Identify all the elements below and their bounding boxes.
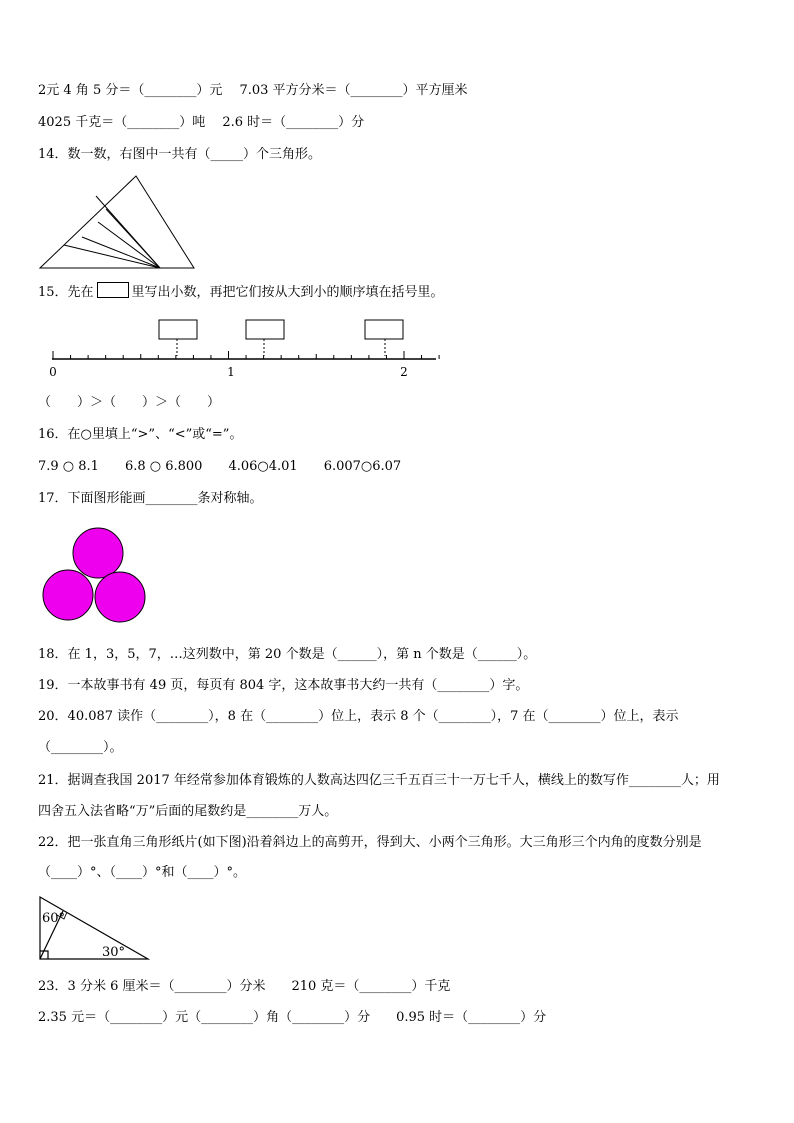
line-1: 2元 4 角 5 分＝（________）元 7.03 平方分米＝（________）平方厘米 — [38, 83, 468, 98]
line-2: 4025 千克＝（________）吨 2.6 时＝（________）分 — [38, 115, 365, 130]
q15-number-line — [44, 316, 444, 382]
question-19: 19．一本故事书有 49 页，每页有 804 字，这本故事书大约一共有（________）字。 — [38, 678, 529, 693]
q15-order-blanks: （ ）＞（ ）＞（ ） — [38, 395, 221, 410]
q17-three-circles — [40, 527, 150, 627]
angle-30-label: 30° — [102, 945, 126, 960]
question-23-cont: 2.35 元＝（________）元（________）角（________）分 0.95 时＝（________）分 — [38, 1010, 547, 1025]
q14-triangle-figure — [36, 172, 198, 272]
q15-inline-box — [97, 282, 129, 298]
q15-text-b: 里写出小数，再把它们按从大到小的顺序填在括号里。 — [131, 285, 444, 300]
q16-items: 7.9 ○ 8.1 6.8 ○ 6.800 4.06○4.01 6.007○6.07 — [38, 459, 402, 474]
q15-text-a: 15．先在 — [38, 285, 94, 300]
question-23: 23．3 分米 6 厘米＝（________）分米 210 克＝（________）千克 — [38, 979, 451, 994]
question-15 — [38, 282, 444, 302]
question-16: 16．在○里填上“>”、“<”或“=”。 — [38, 427, 243, 442]
question-22: 22．把一张直角三角形纸片(如下图)沿着斜边上的高剪开，得到大、小两个三角形。大三角形三个内角的度数分别是 — [38, 835, 702, 850]
angle-60-label: 60° — [42, 911, 66, 926]
question-18: 18．在 1，3，5，7，…这列数中，第 20 个数是（______），第 n 个数是（______）。 — [38, 647, 537, 662]
question-22-cont: （____）°、（____）°和（____）°。 — [38, 865, 247, 880]
question-21-cont: 四舍五入法省略“万”后面的尾数约是________万人。 — [38, 804, 338, 819]
q22-right-triangle — [36, 893, 154, 963]
question-17: 17．下面图形能画________条对称轴。 — [38, 491, 263, 506]
number-line-label-0: 0 — [49, 365, 57, 379]
number-line-label-1: 1 — [227, 365, 235, 379]
question-20-cont: （________）。 — [38, 740, 123, 755]
question-14: 14．数一数，右图中一共有（_____）个三角形。 — [38, 147, 322, 162]
number-line-label-2: 2 — [400, 365, 408, 379]
question-20: 20．40.087 读作（________），8 在（________）位上，表示 8 个（________），7 在（________）位上，表示 — [38, 709, 679, 724]
question-21: 21．据调查我国 2017 年经常参加体育锻炼的人数高达四亿三千五百三十一万七千人，横线上的数写作________人；用 — [38, 773, 720, 788]
